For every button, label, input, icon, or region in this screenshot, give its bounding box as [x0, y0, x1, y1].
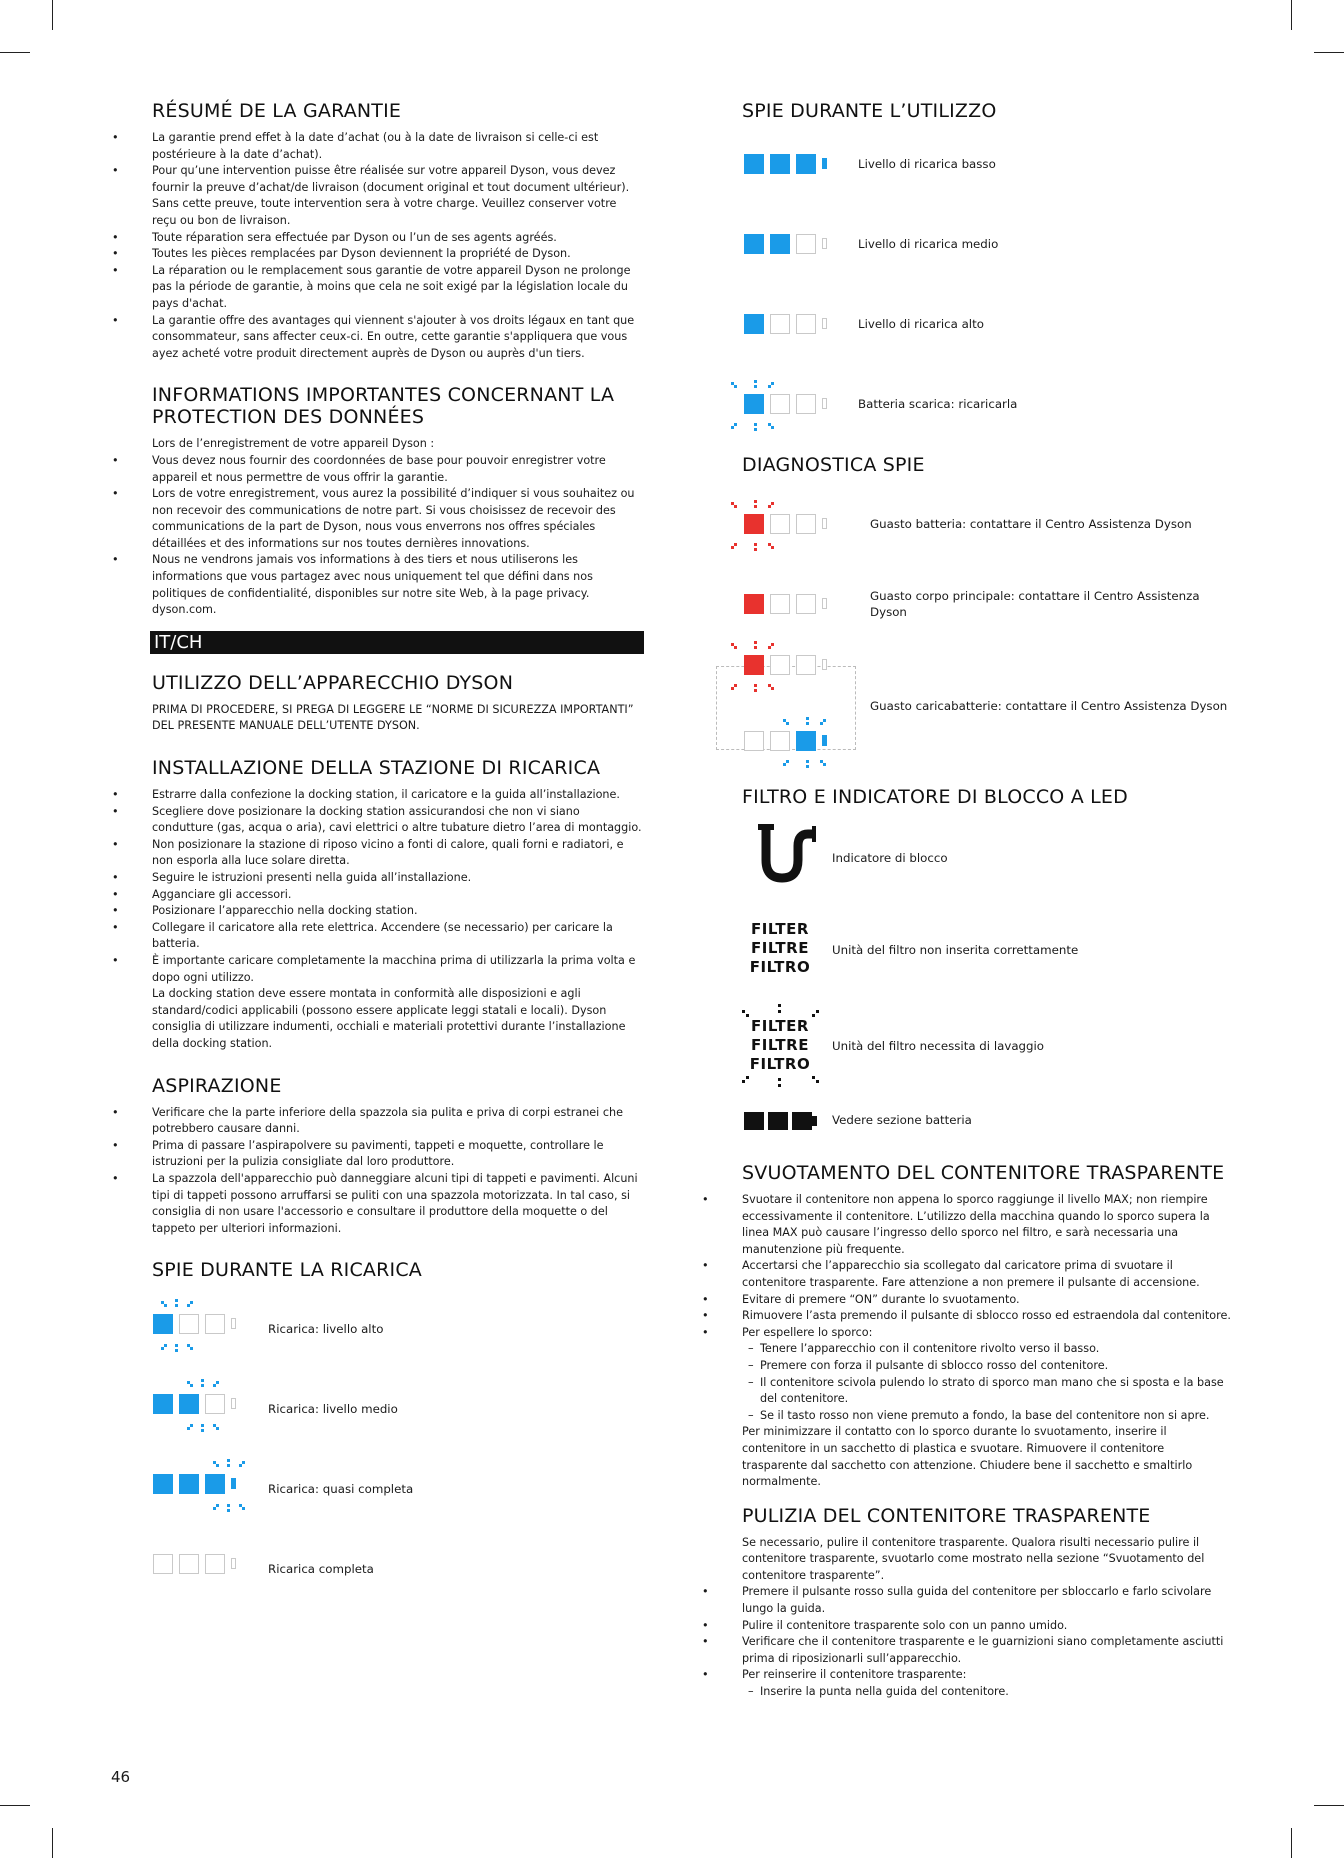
- ricarica-label: Ricarica completa: [268, 1562, 374, 1577]
- list-item: • La garantie offre des avantages qui viennent s'ajouter à vos droits légaux en tant que consommateur, sans affecter ceux-ci. En outre, cette garantie s'appliquera que vous ayez acheté votre produit directement auprès de Dyson ou auprès d'un tiers.: [152, 313, 642, 363]
- blink-ray: [187, 1381, 190, 1384]
- ricarica-row: [152, 1289, 642, 1369]
- filtro-row: [742, 1092, 1232, 1148]
- led-cell: [231, 1478, 236, 1489]
- blink-ray: [227, 1509, 230, 1512]
- blink-ray: [754, 385, 757, 388]
- ricarica-row: [152, 1529, 642, 1609]
- blink-ray: [806, 760, 809, 763]
- utilizzo-label: Livello di ricarica medio: [858, 237, 999, 251]
- diagnostica-row: [742, 564, 1232, 644]
- filter-word: FILTER: [751, 920, 809, 938]
- blink-ray: [786, 760, 789, 763]
- blink-ray: [201, 1429, 204, 1432]
- led-cell: [822, 518, 827, 529]
- blink-ray: [227, 1464, 230, 1467]
- utilizzo-row: [742, 204, 1232, 284]
- led-cell: [153, 1474, 173, 1494]
- heading-diagnostica: DIAGNOSTICA SPIE: [742, 454, 925, 476]
- section-ricarica: [152, 1259, 642, 1609]
- led-cell: [231, 1558, 236, 1569]
- blink-ray: [190, 1347, 193, 1350]
- blink-ray: [216, 1381, 219, 1384]
- led-cell: [822, 318, 827, 329]
- blink-ray: [213, 1507, 216, 1510]
- led-cell: [770, 594, 790, 614]
- blink-ray: [175, 1299, 178, 1302]
- list-item: • Per espellere lo sporco:: [742, 1325, 1232, 1342]
- blink-ray: [806, 717, 809, 720]
- blink-ray: [754, 380, 757, 383]
- crop-mark: [1291, 1828, 1292, 1858]
- blink-ray: [783, 719, 786, 722]
- blink-ray: [778, 1004, 781, 1007]
- section-utilizzo: [152, 672, 642, 735]
- led-cell: [770, 234, 790, 254]
- filtro-label: Unità del filtro necessita di lavaggio: [832, 1039, 1045, 1053]
- sub-item: – Tenere l’apparecchio con il contenitore rivolto verso il basso.: [742, 1341, 1232, 1358]
- blink-ray: [734, 385, 737, 388]
- heading-utilizzo-spie: SPIE DURANTE L’UTILIZZO: [742, 100, 997, 122]
- list-item: • Agganciare gli accessori.: [152, 887, 642, 904]
- list-pulizia: [742, 1584, 1232, 1684]
- list-item: • Posizionare l’apparecchio nella docking station.: [152, 903, 642, 920]
- led-cell: [822, 158, 827, 169]
- filtro-label: Indicatore di blocco: [832, 851, 948, 865]
- led-cell: [796, 594, 816, 614]
- blink-ray: [190, 1301, 193, 1304]
- left-column: [152, 100, 642, 1609]
- ricarica-label: Ricarica: quasi completa: [268, 1482, 414, 1497]
- blink-ray: [754, 423, 757, 426]
- heading-filtro: FILTRO E INDICATORE DI BLOCCO A LED: [742, 786, 1128, 808]
- filtro-label: Vedere sezione batteria: [832, 1113, 972, 1127]
- blink-ray: [742, 1080, 745, 1083]
- filtro-label: Unità del filtro non inserita correttamente: [832, 943, 1079, 957]
- led-cell: [770, 394, 790, 414]
- led-cell: [796, 731, 816, 751]
- list-item: • Rimuovere l’asta premendo il pulsante di sblocco rosso ed estraendola dal contenitore.: [742, 1308, 1232, 1325]
- list-item: • Nous ne vendrons jamais vos informations à des tiers et nous utiliserons les informations que vous partagez avec nous uniquement tel que défini dans nos politiques de confidentialité, disponibles sur notre site Web, à la page privacy. dyson.com.: [152, 552, 642, 618]
- heading-pulizia: PULIZIA DEL CONTENITORE TRASPARENTE: [742, 1504, 1151, 1527]
- list-item: • Vous devez nous fournir des coordonnées de base pour pouvoir enregistrer votre appareil et nous permettre de vous offrir la garantie.: [152, 453, 642, 486]
- blink-ray: [754, 428, 757, 431]
- list-item: • Premere il pulsante rosso sulla guida del contenitore per sbloccarlo e farlo scivolare lungo la guida.: [742, 1584, 1232, 1617]
- utilizzo-label: Livello di ricarica alto: [858, 317, 984, 331]
- installazione-note: La docking station deve essere montata in conformità alle disposizioni e agli standard/codici applicabili (possono essere applicate leggi statali e locali). Dyson consiglia di utilizzare indumenti, occhiali e materiali protettivi durante l’installazione della docking station.: [152, 987, 626, 1050]
- filter-wash-icon: [742, 1000, 832, 1092]
- crop-mark: [1314, 52, 1344, 53]
- blink-ray: [754, 689, 757, 692]
- list-item: • Svuotare il contenitore non appena lo sporco raggiunge il livello MAX; non riempire eccessivamente il contenitore. L’utilizzo della macchina quando lo sporco supera la linea MAX può causare l’ingresso dello sporco nel filtro, e sarà necessaria una manutenzione più frequente.: [742, 1192, 1232, 1258]
- battery-led-icon: [742, 293, 858, 355]
- section-filtro: [742, 786, 1232, 1148]
- led-cell: [822, 735, 827, 746]
- led-cell: [796, 655, 816, 675]
- blink-ray: [213, 1384, 216, 1387]
- utilizzo-row: [742, 284, 1232, 364]
- blink-ray: [754, 500, 757, 503]
- led-cell: [770, 514, 790, 534]
- blink-ray: [216, 1504, 219, 1507]
- blink-ray: [161, 1301, 164, 1304]
- blink-ray: [190, 1424, 193, 1427]
- diagnostica-label: Guasto corpo principale: contattare il Centro Assistenza Dyson: [870, 589, 1200, 619]
- led-cell: [744, 314, 764, 334]
- blink-ray: [731, 643, 734, 646]
- led-cell: [205, 1394, 225, 1414]
- led-cell: [153, 1554, 173, 1574]
- blink-ray: [816, 1080, 819, 1083]
- list-installazione: [152, 787, 642, 986]
- list-item: • Prima di passare l’aspirapolvere su pavimenti, tappeti e moquette, controllare le istruzioni per la pulizia consigliate dal loro produttore.: [152, 1138, 642, 1171]
- led-cell: [796, 394, 816, 414]
- list-garantie: [152, 130, 642, 362]
- diagnostica-label: Guasto batteria: contattare il Centro Assistenza Dyson: [870, 517, 1192, 531]
- led-cell: [796, 314, 816, 334]
- blink-ray: [823, 719, 826, 722]
- blink-ray: [816, 1010, 819, 1013]
- blink-ray: [820, 722, 823, 725]
- blink-ray: [731, 687, 734, 690]
- blink-ray: [731, 426, 734, 429]
- blockage-pipe-icon: [742, 816, 832, 900]
- led-cell: [744, 154, 764, 174]
- filter-word: FILTRO: [749, 1055, 811, 1073]
- blink-ray: [771, 643, 774, 646]
- blink-ray: [201, 1424, 204, 1427]
- filter-word: FILTRE: [751, 939, 809, 957]
- blink-ray: [806, 765, 809, 768]
- sub-item: – Inserire la punta nella guida del contenitore.: [742, 1684, 1232, 1701]
- section-pulizia: [742, 1505, 1232, 1701]
- filtro-row: [742, 1000, 1232, 1092]
- blink-ray: [731, 502, 734, 505]
- ricarica-row: [152, 1449, 642, 1529]
- diagnostica-row: [742, 644, 1232, 768]
- list-item: • Seguire le istruzioni presenti nella guida all’installazione.: [152, 870, 642, 887]
- blink-ray: [227, 1504, 230, 1507]
- crop-mark: [0, 1805, 30, 1806]
- sub-item: – Premere con forza il pulsante di sblocco rosso del contenitore.: [742, 1358, 1232, 1375]
- blink-ray: [771, 502, 774, 505]
- heading-aspirazione: ASPIRAZIONE: [152, 1074, 282, 1097]
- blink-ray: [201, 1379, 204, 1382]
- section-aspirazione: [152, 1075, 642, 1238]
- list-item: • Evitare di premere “ON” durante lo svuotamento.: [742, 1292, 1232, 1309]
- filter-word: FILTER: [751, 1017, 809, 1035]
- battery-led-icon: [742, 573, 870, 635]
- section-donnees: [152, 384, 642, 619]
- battery-led-icon: [152, 1538, 268, 1600]
- blink-ray: [778, 1084, 781, 1087]
- blink-ray: [216, 1464, 219, 1467]
- led-cell: [770, 655, 790, 675]
- list-item: • Lors de votre enregistrement, vous aurez la possibilité d’indiquer si vous souhaitez ou non recevoir des communications de notre part. Si vous choisissez de recevoir des communications de la part de Dyson, nous vous enverrons nos offres spéciales détaillées et des informations sur nos toutes dernières innovations.: [152, 486, 642, 552]
- filter-icon: [742, 900, 832, 1000]
- led-cell: [796, 514, 816, 534]
- battery-led-icon: [742, 493, 870, 555]
- section-utilizzo-spie: [742, 100, 1232, 444]
- blink-ray: [812, 1076, 815, 1079]
- blink-ray: [768, 385, 771, 388]
- filter-word: FILTRO: [749, 958, 811, 976]
- utilizzo-label: Batteria scarica: ricaricarla: [858, 397, 1018, 411]
- blink-ray: [187, 1427, 190, 1430]
- crop-mark: [1314, 1805, 1344, 1806]
- blink-ray: [731, 546, 734, 549]
- blink-ray: [768, 646, 771, 649]
- utilizzo-text: PRIMA DI PROCEDERE, SI PREGA DI LEGGERE LE “NORME DI SICUREZZA IMPORTANTI” DEL PRESENTE MANUALE DELL’UTENTE DYSON.: [152, 702, 634, 733]
- section-garantie: [152, 100, 642, 362]
- list-item: • Verificare che la parte inferiore della spazzola sia pulita e priva di corpi estranei che potrebbero causare danni.: [152, 1105, 642, 1138]
- heading-donnees: INFORMATIONS IMPORTANTES CONCERNANT LA PROTECTION DES DONNÉES: [152, 384, 615, 429]
- led-cell: [153, 1314, 173, 1334]
- list-item: • Collegare il caricatore alla rete elettrica. Accendere (se necessario) per caricare la batteria.: [152, 920, 642, 953]
- section-installazione: [152, 757, 642, 1053]
- blink-ray: [227, 1459, 230, 1462]
- heading-svuotamento: SVUOTAMENTO DEL CONTENITORE TRASPARENTE: [742, 1162, 1225, 1184]
- led-cell: [744, 594, 764, 614]
- led-cell: [796, 234, 816, 254]
- svuotamento-note: Per minimizzare il contatto con lo sporco durante lo svuotamento, inserire il contenitore in un sacchetto di plastica e svuotare. Rimuovere il contenitore trasparente dal sacchetto con attenzione. Chiudere bene il sacchetto e smaltirlo normalmente.: [742, 1425, 1193, 1489]
- heading-ricarica: SPIE DURANTE LA RICARICA: [152, 1259, 422, 1282]
- charger-fault-icon: [742, 644, 870, 768]
- led-cell: [744, 394, 764, 414]
- ricarica-label: Ricarica: livello medio: [268, 1402, 398, 1417]
- led-cell: [179, 1314, 199, 1334]
- utilizzo-label: Livello di ricarica basso: [858, 157, 996, 171]
- list-donnees: [152, 453, 642, 619]
- blink-ray: [771, 546, 774, 549]
- list-item: • Estrarre dalla confezione la docking station, il caricatore e la guida all’installazione.: [152, 787, 642, 804]
- list-item: • È importante caricare completamente la macchina prima di utilizzarla la prima volta e dopo ogni utilizzo.: [152, 953, 642, 986]
- battery-led-icon: [152, 1378, 268, 1440]
- blink-ray: [771, 382, 774, 385]
- list-item: • Per reinserire il contenitore trasparente:: [742, 1667, 1232, 1684]
- heading-utilizzo: UTILIZZO DELL’APPARECCHIO DYSON: [152, 671, 514, 694]
- led-cell: [205, 1554, 225, 1574]
- blink-ray: [187, 1304, 190, 1307]
- blink-ray: [768, 505, 771, 508]
- led-cell: [179, 1394, 199, 1414]
- list-item: • La réparation ou le remplacement sous garantie de votre appareil Dyson ne prolonge pas la période de garantie, à moins que cela ne soit exigé par la législation locale du pays d'achat.: [152, 263, 642, 313]
- battery-led-icon: [742, 373, 858, 435]
- list-item: • Scegliere dove posizionare la docking station assicurandosi che non vi siano condutture (gas, acqua o aria), cavi elettrici o altre tubature dietro l’area di montaggio.: [152, 804, 642, 837]
- led-cell: [822, 238, 827, 249]
- blink-ray: [164, 1304, 167, 1307]
- blink-ray: [778, 1010, 781, 1013]
- blink-ray: [213, 1461, 216, 1464]
- sub-item: – Se il tasto rosso non viene premuto a fondo, la base del contenitore non si apre.: [742, 1408, 1232, 1425]
- blink-ray: [778, 1078, 781, 1081]
- blink-ray: [734, 423, 737, 426]
- blink-ray: [201, 1384, 204, 1387]
- utilizzo-row: [742, 364, 1232, 444]
- right-column: [742, 100, 1232, 1701]
- blink-ray: [786, 722, 789, 725]
- led-cell: [231, 1398, 236, 1409]
- utilizzo-row: [742, 124, 1232, 204]
- led-cell: [231, 1318, 236, 1329]
- crop-mark: [1291, 0, 1292, 30]
- blink-ray: [734, 505, 737, 508]
- led-cell: [744, 234, 764, 254]
- blink-ray: [239, 1464, 242, 1467]
- blink-ray: [771, 687, 774, 690]
- page-number: 46: [111, 1768, 131, 1786]
- crop-mark: [0, 52, 30, 53]
- list-item: • Toute réparation sera effectuée par Dyson ou l’un de ses agents agréés.: [152, 230, 642, 247]
- blink-ray: [742, 1010, 745, 1013]
- diagnostica-row: [742, 484, 1232, 564]
- blink-ray: [242, 1507, 245, 1510]
- heading-garantie: RÉSUMÉ DE LA GARANTIE: [152, 100, 402, 122]
- list-item: • La garantie prend effet à la date d’achat (ou à la date de livraison si celle-ci est postérieure à la date d’achat).: [152, 130, 642, 163]
- section-diagnostica: [742, 454, 1232, 768]
- battery-led-icon: [152, 1458, 268, 1520]
- led-cell: [179, 1474, 199, 1494]
- blink-ray: [754, 548, 757, 551]
- blink-ray: [731, 382, 734, 385]
- blink-ray: [771, 426, 774, 429]
- ricarica-row: [152, 1369, 642, 1449]
- list-item: • Pour qu’une intervention puisse être réalisée sur votre appareil Dyson, vous devez fournir la preuve d’achat/de livraison (document original et tout document ultérieur). Sans cette preuve, toute intervention sera à votre charge. Veuillez conserver votre reçu ou bon de livraison.: [152, 163, 642, 229]
- led-cell: [822, 598, 827, 609]
- filtro-row: [742, 900, 1232, 1000]
- filtro-row: [742, 816, 1232, 900]
- blink-ray: [164, 1344, 167, 1347]
- blink-ray: [734, 543, 737, 546]
- crop-mark: [52, 0, 53, 30]
- list-svuotamento: [742, 1192, 1232, 1341]
- battery-led-icon: [742, 133, 858, 195]
- led-cell: [205, 1314, 225, 1334]
- crop-mark: [52, 1828, 53, 1858]
- list-item: • Toutes les pièces remplacées par Dyson deviennent la propriété de Dyson.: [152, 246, 642, 263]
- blink-ray: [806, 722, 809, 725]
- led-cell: [770, 731, 790, 751]
- list-item: • Verificare che il contenitore trasparente e le guarnizioni siano completamente asciutti prima di riposizionarli sull’apparecchio.: [742, 1634, 1232, 1667]
- filter-word: FILTRE: [751, 1036, 809, 1054]
- pulizia-intro: Se necessario, pulire il contenitore trasparente. Qualora risulti necessario pulire il contenitore trasparente, svuotarlo come mostrato nella sezione “Svuotamento del contenitore trasparente”.: [742, 1535, 1205, 1582]
- blink-ray: [175, 1349, 178, 1352]
- led-cell: [744, 731, 764, 751]
- heading-installazione: INSTALLAZIONE DELLA STAZIONE DI RICARICA: [152, 757, 601, 780]
- battery-led-icon: [742, 213, 858, 275]
- list-item: • Pulire il contenitore trasparente solo con un panno umido.: [742, 1618, 1232, 1635]
- blink-ray: [783, 763, 786, 766]
- blink-ray: [754, 505, 757, 508]
- blink-ray: [823, 763, 826, 766]
- led-cell: [822, 659, 827, 670]
- battery-led-icon: [152, 1298, 268, 1360]
- led-cell: [205, 1474, 225, 1494]
- blink-ray: [754, 641, 757, 644]
- list-item: • La spazzola dell'apparecchio può danneggiare alcuni tipi di tappeti e pavimenti. Alcuni tipi di tappeti possono arruffarsi se puliti con una spazzola motorizzata. In tal caso, si consiglia di non usare l'accessorio e consultare il produttore della moquette o del tappeto per ulteriori informazioni.: [152, 1171, 642, 1237]
- ricarica-label: Ricarica: livello alto: [268, 1322, 384, 1337]
- blink-ray: [734, 684, 737, 687]
- blink-ray: [754, 646, 757, 649]
- section-svuotamento: [742, 1162, 1232, 1491]
- led-cell: [179, 1554, 199, 1574]
- blink-ray: [746, 1076, 749, 1079]
- blink-ray: [175, 1344, 178, 1347]
- led-cell: [822, 398, 827, 409]
- led-cell: [744, 514, 764, 534]
- led-cell: [796, 154, 816, 174]
- led-cell: [153, 1394, 173, 1414]
- blink-ray: [734, 646, 737, 649]
- sub-item: – Il contenitore scivola pulendo lo strato di sporco man mano che si sposta e la base del contenitore.: [742, 1375, 1232, 1408]
- donnees-intro: Lors de l’enregistrement de votre appareil Dyson :: [152, 437, 435, 451]
- led-cell: [744, 655, 764, 675]
- language-bar: IT/CH: [150, 631, 644, 654]
- blink-ray: [175, 1304, 178, 1307]
- blink-ray: [754, 684, 757, 687]
- blink-ray: [754, 543, 757, 546]
- blink-ray: [216, 1427, 219, 1430]
- diagnostica-label: Guasto caricabatterie: contattare il Centro Assistenza Dyson: [870, 699, 1228, 713]
- list-aspirazione: [152, 1105, 642, 1238]
- led-cell: [770, 314, 790, 334]
- led-cell: [770, 154, 790, 174]
- blink-ray: [161, 1347, 164, 1350]
- battery-icon: [742, 1092, 832, 1148]
- blink-ray: [190, 1384, 193, 1387]
- list-item: • Accertarsi che l’apparecchio sia scollegato dal caricatore prima di svuotare il contenitore trasparente. Fare attenzione a non premere il pulsante di accensione.: [742, 1258, 1232, 1291]
- list-item: • Non posizionare la stazione di riposo vicino a fonti di calore, quali forni e radiatori, e non esporla alla luce solare diretta.: [152, 837, 642, 870]
- blink-ray: [242, 1461, 245, 1464]
